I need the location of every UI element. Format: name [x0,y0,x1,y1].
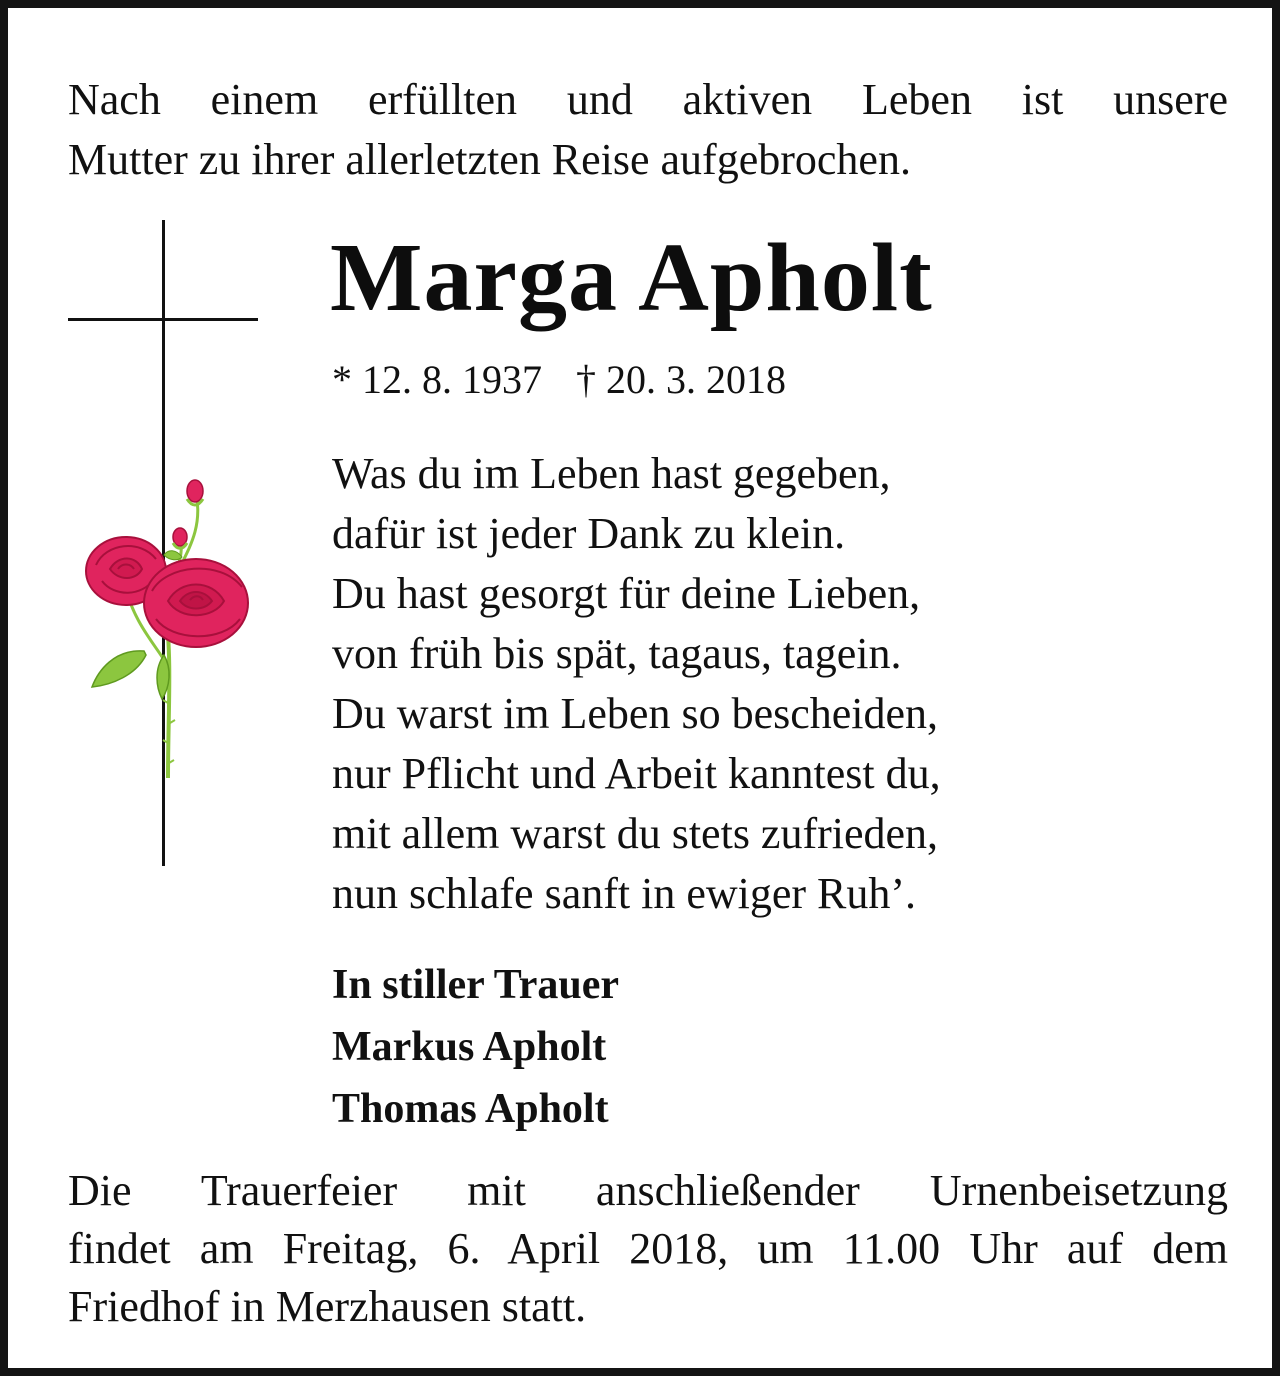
poem-line: Du hast gesorgt für deine Lieben, [332,569,921,618]
life-dates [332,354,786,406]
poem-line: von früh bis spät, tagaus, tagein. [332,629,902,678]
mourner-name: Markus Apholt [332,1024,607,1070]
mourner-name: Thomas Apholt [332,1086,609,1132]
cross-horizontal-beam [68,318,258,321]
poem-line: mit allem warst du stets zufrieden, [332,809,939,858]
funeral-line: findet am Freitag, 6. April 2018, um 11.00 Uhr auf dem [68,1224,1228,1273]
funeral-line: Die Trauerfeier mit anschließender Urnenbeisetzung [68,1166,1228,1215]
birth-date: * 12. 8. 1937 [332,357,542,402]
deceased-name: Marga Apholt [330,224,933,332]
intro-line: Mutter zu ihrer allerletzten Reise aufgebrochen. [68,135,911,184]
funeral-line: Friedhof in Merzhausen statt. [68,1282,587,1331]
poem-line: nun schlafe sanft in ewiger Ruh’. [332,869,917,918]
poem-line: Was du im Leben hast gegeben, [332,449,891,498]
death-date: † 20. 3. 2018 [576,357,786,402]
poem-line: Du warst im Leben so bescheiden, [332,689,939,738]
mourning-phrase: In stiller Trauer [332,962,619,1008]
funeral-details [68,1162,1228,1336]
mourners-signature [332,954,619,1140]
intro-text [68,70,1228,190]
memorial-poem [332,444,941,924]
intro-line: Nach einem erfüllten und aktiven Leben ist unsere [68,75,1228,124]
poem-line: nur Pflicht und Arbeit kanntest du, [332,749,941,798]
poem-line: dafür ist jeder Dank zu klein. [332,509,846,558]
rose-icon [84,473,259,783]
